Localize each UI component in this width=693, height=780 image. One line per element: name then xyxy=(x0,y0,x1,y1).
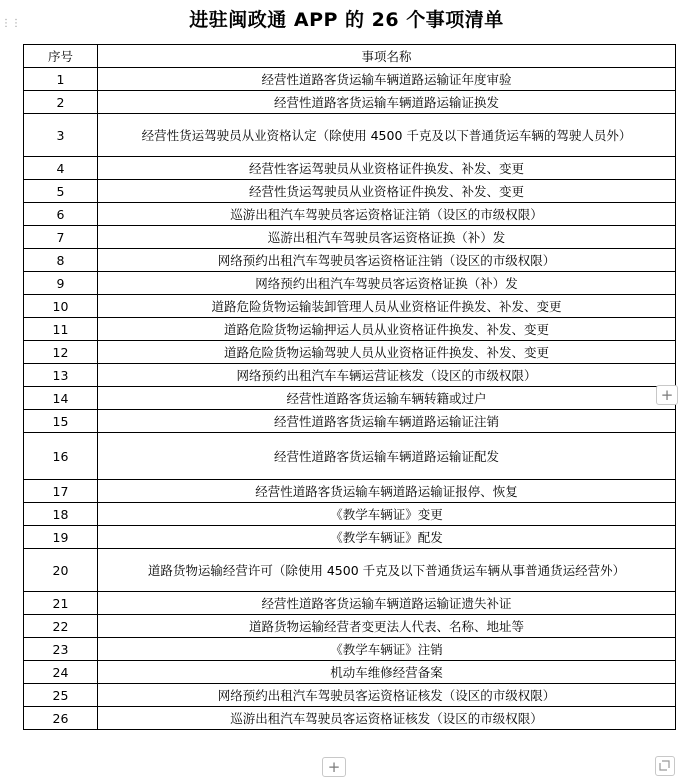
add-column-button[interactable]: + xyxy=(656,385,678,405)
row-item-name: 经营性货运驾驶员从业资格认定（除使用 4500 千克及以下普通货运车辆的驾驶人员外） xyxy=(98,114,676,157)
table-row xyxy=(24,684,676,707)
table-row xyxy=(24,272,676,295)
table-row xyxy=(24,203,676,226)
row-number: 26 xyxy=(24,707,98,730)
table-row xyxy=(24,433,676,480)
table-row xyxy=(24,549,676,592)
row-item-name: 网络预约出租汽车驾驶员客运资格证核发（设区的市级权限） xyxy=(98,684,676,707)
row-number: 14 xyxy=(24,387,98,410)
table-header-row xyxy=(24,45,676,68)
table-row xyxy=(24,68,676,91)
table-row xyxy=(24,615,676,638)
table-row xyxy=(24,295,676,318)
table-row xyxy=(24,503,676,526)
row-number: 5 xyxy=(24,180,98,203)
table-row xyxy=(24,410,676,433)
row-item-name: 巡游出租汽车驾驶员客运资格证注销（设区的市级权限） xyxy=(98,203,676,226)
row-number: 23 xyxy=(24,638,98,661)
row-number: 25 xyxy=(24,684,98,707)
table-row xyxy=(24,364,676,387)
row-item-name: 机动车维修经营备案 xyxy=(98,661,676,684)
row-number: 7 xyxy=(24,226,98,249)
resize-corner-icon xyxy=(656,757,674,775)
table-row xyxy=(24,114,676,157)
row-number: 2 xyxy=(24,91,98,114)
table-row xyxy=(24,638,676,661)
row-item-name: 巡游出租汽车驾驶员客运资格证换（补）发 xyxy=(98,226,676,249)
table-row xyxy=(24,661,676,684)
row-number: 18 xyxy=(24,503,98,526)
table-row xyxy=(24,180,676,203)
items-table xyxy=(23,44,676,730)
header-item-name: 事项名称 xyxy=(98,45,676,68)
row-item-name: 经营性道路客货运输车辆道路运输证注销 xyxy=(98,410,676,433)
row-item-name: 道路危险货物运输押运人员从业资格证件换发、补发、变更 xyxy=(98,318,676,341)
row-number: 13 xyxy=(24,364,98,387)
drag-handle-icon[interactable]: ⋮⋮ xyxy=(1,18,21,29)
row-number: 20 xyxy=(24,549,98,592)
row-item-name: 经营性道路客货运输车辆转籍或过户 xyxy=(98,387,676,410)
row-number: 9 xyxy=(24,272,98,295)
add-row-button[interactable]: + xyxy=(322,757,346,777)
row-item-name: 经营性道路客货运输车辆道路运输证报停、恢复 xyxy=(98,480,676,503)
row-item-name: 经营性货运驾驶员从业资格证件换发、补发、变更 xyxy=(98,180,676,203)
row-item-name: 道路危险货物运输装卸管理人员从业资格证件换发、补发、变更 xyxy=(98,295,676,318)
row-number: 15 xyxy=(24,410,98,433)
table-row xyxy=(24,592,676,615)
row-number: 10 xyxy=(24,295,98,318)
table-row xyxy=(24,707,676,730)
row-item-name: 网络预约出租汽车车辆运营证核发（设区的市级权限） xyxy=(98,364,676,387)
table-row xyxy=(24,226,676,249)
document-title: 进驻闽政通 APP 的 26 个事项清单 xyxy=(189,9,504,31)
table-row xyxy=(24,480,676,503)
row-number: 8 xyxy=(24,249,98,272)
table-row xyxy=(24,387,676,410)
header-number: 序号 xyxy=(24,45,98,68)
row-item-name: 网络预约出租汽车驾驶员客运资格证注销（设区的市级权限） xyxy=(98,249,676,272)
resize-handle-icon[interactable] xyxy=(655,756,675,776)
row-item-name: 《教学车辆证》变更 xyxy=(98,503,676,526)
row-item-name: 经营性客运驾驶员从业资格证件换发、补发、变更 xyxy=(98,157,676,180)
row-item-name: 道路货物运输经营许可（除使用 4500 千克及以下普通货运车辆从事普通货运经营外） xyxy=(98,549,676,592)
row-number: 12 xyxy=(24,341,98,364)
row-item-name: 《教学车辆证》注销 xyxy=(98,638,676,661)
row-number: 4 xyxy=(24,157,98,180)
row-number: 11 xyxy=(24,318,98,341)
table-row xyxy=(24,318,676,341)
row-number: 21 xyxy=(24,592,98,615)
row-number: 16 xyxy=(24,433,98,480)
row-number: 17 xyxy=(24,480,98,503)
row-item-name: 经营性道路客货运输车辆道路运输证年度审验 xyxy=(98,68,676,91)
row-number: 24 xyxy=(24,661,98,684)
row-item-name: 《教学车辆证》配发 xyxy=(98,526,676,549)
table-row xyxy=(24,249,676,272)
row-item-name: 道路货物运输经营者变更法人代表、名称、地址等 xyxy=(98,615,676,638)
row-item-name: 道路危险货物运输驾驶人员从业资格证件换发、补发、变更 xyxy=(98,341,676,364)
row-item-name: 巡游出租汽车驾驶员客运资格证核发（设区的市级权限） xyxy=(98,707,676,730)
row-number: 19 xyxy=(24,526,98,549)
row-number: 22 xyxy=(24,615,98,638)
table-row xyxy=(24,91,676,114)
row-number: 6 xyxy=(24,203,98,226)
row-item-name: 经营性道路客货运输车辆道路运输证遗失补证 xyxy=(98,592,676,615)
table-row xyxy=(24,526,676,549)
row-number: 3 xyxy=(24,114,98,157)
table-row xyxy=(24,157,676,180)
row-item-name: 经营性道路客货运输车辆道路运输证换发 xyxy=(98,91,676,114)
row-item-name: 网络预约出租汽车驾驶员客运资格证换（补）发 xyxy=(98,272,676,295)
row-item-name: 经营性道路客货运输车辆道路运输证配发 xyxy=(98,433,676,480)
table-row xyxy=(24,341,676,364)
row-number: 1 xyxy=(24,68,98,91)
